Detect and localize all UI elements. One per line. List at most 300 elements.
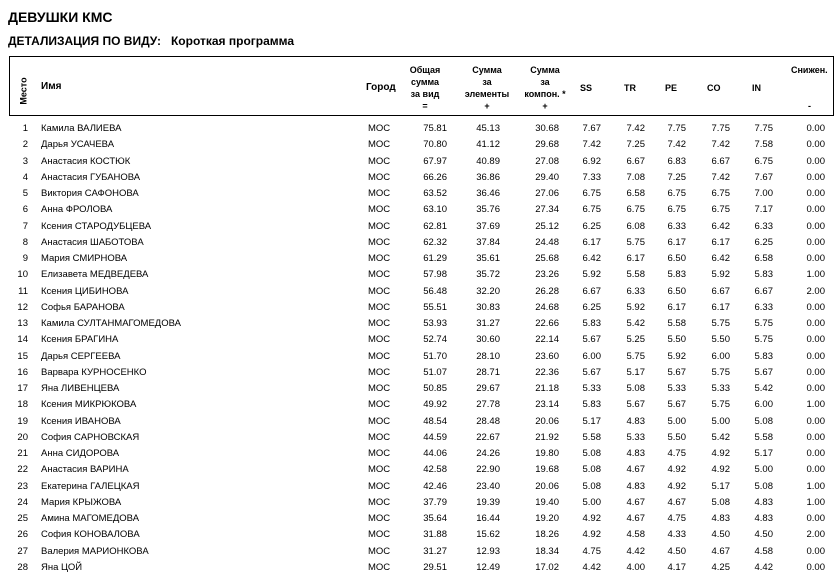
cell-place: 12 xyxy=(17,301,28,313)
cell-components: 26.28 xyxy=(535,285,559,297)
cell-place: 24 xyxy=(17,496,28,508)
cell-city: МОС xyxy=(368,155,391,167)
cell-place: 26 xyxy=(17,529,28,541)
cell-ss: 6.25 xyxy=(582,220,601,232)
cell-tr: 5.75 xyxy=(626,236,645,248)
cell-components: 19.68 xyxy=(535,464,559,476)
cell-place: 15 xyxy=(17,350,28,362)
cell-co: 5.00 xyxy=(711,415,730,427)
column-header-in: IN xyxy=(752,83,761,93)
cell-place: 21 xyxy=(17,448,28,459)
cell-city: МОС xyxy=(368,318,391,329)
cell-deductions: 0.00 xyxy=(806,513,825,524)
cell-in: 5.00 xyxy=(754,464,773,476)
cell-pe: 5.50 xyxy=(667,334,686,346)
cell-co: 5.75 xyxy=(711,399,730,411)
cell-ss: 5.83 xyxy=(582,318,601,329)
table-row xyxy=(0,284,838,300)
cell-ss: 5.92 xyxy=(582,269,601,281)
cell-city: МОС xyxy=(368,123,391,134)
cell-deductions: 0.00 xyxy=(806,236,825,248)
cell-elements: 15.62 xyxy=(476,529,500,541)
cell-city: МОС xyxy=(368,464,391,476)
column-header-ss: SS xyxy=(580,83,593,93)
cell-city: МОС xyxy=(368,334,391,346)
cell-total: 63.10 xyxy=(423,204,447,216)
cell-tr: 4.67 xyxy=(626,513,645,524)
cell-co: 6.67 xyxy=(711,285,730,297)
page-subtitle xyxy=(8,34,294,48)
cell-pe: 4.17 xyxy=(667,561,686,573)
cell-components: 23.26 xyxy=(535,269,559,281)
cell-deductions: 0.00 xyxy=(806,155,825,167)
cell-components: 24.68 xyxy=(535,301,559,313)
table-row xyxy=(0,349,838,365)
cell-ss: 6.25 xyxy=(582,301,601,313)
cell-city: МОС xyxy=(368,204,391,216)
cell-in: 6.25 xyxy=(754,236,773,248)
cell-ss: 4.42 xyxy=(582,561,601,573)
cell-pe: 4.67 xyxy=(667,496,686,508)
cell-components: 22.66 xyxy=(535,318,559,329)
cell-pe: 5.83 xyxy=(667,269,686,281)
cell-tr: 6.67 xyxy=(626,155,645,167)
subtitle-label: ДЕТАЛИЗАЦИЯ ПО ВИДУ: xyxy=(8,34,161,48)
cell-tr: 6.58 xyxy=(626,188,645,199)
column-header-deductions-sign: - xyxy=(808,101,811,111)
cell-ss: 5.67 xyxy=(582,334,601,346)
cell-components: 25.12 xyxy=(535,220,559,232)
cell-pe: 6.17 xyxy=(667,236,686,248)
cell-in: 4.58 xyxy=(754,545,773,557)
table-row xyxy=(0,219,838,235)
cell-components: 18.34 xyxy=(535,545,559,557)
cell-components: 29.40 xyxy=(535,171,559,183)
cell-co: 5.33 xyxy=(711,383,730,394)
cell-in: 5.75 xyxy=(754,318,773,329)
cell-co: 5.42 xyxy=(711,431,730,443)
cell-co: 6.75 xyxy=(711,204,730,216)
cell-elements: 12.49 xyxy=(476,561,500,573)
cell-tr: 5.58 xyxy=(626,269,645,281)
cell-ss: 6.17 xyxy=(582,236,601,248)
cell-deductions: 0.00 xyxy=(806,561,825,573)
cell-deductions: 0.00 xyxy=(806,383,825,394)
cell-name: София САРНОВСКАЯ xyxy=(41,431,140,443)
cell-components: 20.06 xyxy=(535,480,559,492)
cell-total: 44.59 xyxy=(423,431,447,443)
cell-city: МОС xyxy=(368,415,391,427)
cell-pe: 5.67 xyxy=(667,366,686,378)
table-row xyxy=(0,316,838,332)
cell-tr: 7.08 xyxy=(626,171,645,183)
cell-deductions: 0.00 xyxy=(806,139,825,151)
cell-components: 17.02 xyxy=(535,561,559,573)
table-row xyxy=(0,121,838,137)
cell-pe: 5.50 xyxy=(667,431,686,443)
cell-tr: 6.75 xyxy=(626,204,645,216)
cell-ss: 6.75 xyxy=(582,188,601,199)
cell-components: 27.06 xyxy=(535,188,559,199)
cell-name: Анастасия ГУБАНОВА xyxy=(41,171,141,183)
cell-in: 4.50 xyxy=(754,529,773,541)
cell-name: Софья БАРАНОВА xyxy=(41,301,125,313)
table-row xyxy=(0,170,838,186)
cell-place: 7 xyxy=(22,220,28,232)
cell-name: Анна ФРОЛОВА xyxy=(41,204,113,216)
cell-elements: 37.69 xyxy=(476,220,500,232)
cell-co: 5.75 xyxy=(711,366,730,378)
cell-place: 9 xyxy=(22,253,28,264)
cell-total: 62.32 xyxy=(423,236,447,248)
cell-in: 5.67 xyxy=(754,366,773,378)
cell-total: 37.79 xyxy=(423,496,447,508)
cell-city: МОС xyxy=(368,545,391,557)
cell-tr: 6.33 xyxy=(626,285,645,297)
cell-tr: 7.42 xyxy=(626,123,645,134)
cell-ss: 6.42 xyxy=(582,253,601,264)
table-row xyxy=(0,544,838,560)
cell-name: Дарья УСАЧЕВА xyxy=(41,139,115,151)
cell-in: 6.33 xyxy=(754,301,773,313)
cell-pe: 4.92 xyxy=(667,480,686,492)
cell-place: 19 xyxy=(17,415,28,427)
cell-elements: 28.48 xyxy=(476,415,500,427)
column-header-name: Имя xyxy=(41,81,62,92)
cell-city: МОС xyxy=(368,448,391,459)
table-row xyxy=(0,495,838,511)
cell-deductions: 1.00 xyxy=(806,480,825,492)
cell-components: 21.92 xyxy=(535,431,559,443)
cell-ss: 6.00 xyxy=(582,350,601,362)
cell-tr: 4.42 xyxy=(626,545,645,557)
cell-name: Ксения ЦИБИНОВА xyxy=(41,285,129,297)
column-header-place: Место xyxy=(18,77,29,105)
cell-name: Яна ЦОЙ xyxy=(41,561,83,573)
cell-ss: 5.08 xyxy=(582,448,601,459)
cell-city: МОС xyxy=(368,269,391,281)
table-row xyxy=(0,202,838,218)
cell-in: 4.83 xyxy=(754,496,773,508)
page-title: ДЕВУШКИ КМС xyxy=(8,9,113,25)
cell-name: Мария КРЫЖОВА xyxy=(41,496,122,508)
cell-deductions: 0.00 xyxy=(806,431,825,443)
cell-tr: 4.83 xyxy=(626,480,645,492)
cell-ss: 6.92 xyxy=(582,155,601,167)
cell-deductions: 0.00 xyxy=(806,545,825,557)
cell-name: Валерия МАРИОНКОВА xyxy=(41,545,149,557)
cell-co: 5.17 xyxy=(711,480,730,492)
cell-pe: 7.42 xyxy=(667,139,686,151)
cell-pe: 6.17 xyxy=(667,301,686,313)
cell-elements: 29.67 xyxy=(476,383,500,394)
cell-pe: 5.00 xyxy=(667,415,686,427)
cell-name: Елизавета МЕДВЕДЕВА xyxy=(41,269,149,281)
cell-city: МОС xyxy=(368,529,391,541)
cell-tr: 5.25 xyxy=(626,334,645,346)
cell-pe: 4.75 xyxy=(667,448,686,459)
cell-name: София КОНОВАЛОВА xyxy=(41,529,140,541)
cell-total: 67.97 xyxy=(423,155,447,167)
column-header-city: Город xyxy=(366,82,396,93)
cell-co: 6.42 xyxy=(711,253,730,264)
table-row xyxy=(0,235,838,251)
cell-deductions: 0.00 xyxy=(806,366,825,378)
cell-name: Дарья СЕРГЕЕВА xyxy=(41,350,121,362)
cell-elements: 23.40 xyxy=(476,480,500,492)
cell-in: 7.58 xyxy=(754,139,773,151)
cell-place: 25 xyxy=(17,513,28,524)
cell-total: 75.81 xyxy=(423,123,447,134)
cell-in: 6.67 xyxy=(754,285,773,297)
cell-name: Камила СУЛТАНМАГОМЕДОВА xyxy=(41,318,181,329)
cell-co: 6.42 xyxy=(711,220,730,232)
cell-name: Анастасия ВАРИНА xyxy=(41,464,129,476)
cell-deductions: 0.00 xyxy=(806,301,825,313)
cell-elements: 22.67 xyxy=(476,431,500,443)
cell-in: 5.08 xyxy=(754,480,773,492)
cell-pe: 4.92 xyxy=(667,464,686,476)
cell-ss: 6.75 xyxy=(582,204,601,216)
cell-tr: 5.92 xyxy=(626,301,645,313)
cell-in: 5.83 xyxy=(754,350,773,362)
cell-ss: 5.33 xyxy=(582,383,601,394)
cell-elements: 27.78 xyxy=(476,399,500,411)
cell-place: 28 xyxy=(17,561,28,573)
cell-deductions: 0.00 xyxy=(806,318,825,329)
cell-deductions: 0.00 xyxy=(806,415,825,427)
table-row xyxy=(0,446,838,462)
cell-elements: 24.26 xyxy=(476,448,500,459)
cell-pe: 6.50 xyxy=(667,253,686,264)
cell-in: 7.00 xyxy=(754,188,773,199)
cell-in: 7.67 xyxy=(754,171,773,183)
cell-elements: 35.61 xyxy=(476,253,500,264)
cell-elements: 28.10 xyxy=(476,350,500,362)
cell-components: 29.68 xyxy=(535,139,559,151)
cell-ss: 4.75 xyxy=(582,545,601,557)
cell-ss: 5.58 xyxy=(582,431,601,443)
cell-co: 4.92 xyxy=(711,464,730,476)
cell-elements: 19.39 xyxy=(476,496,500,508)
cell-name: Ксения СТАРОДУБЦЕВА xyxy=(41,220,152,232)
subtitle-value: Короткая программа xyxy=(170,34,295,48)
cell-components: 22.14 xyxy=(535,334,559,346)
table-row xyxy=(0,560,838,576)
table-row xyxy=(0,462,838,478)
cell-place: 4 xyxy=(22,171,28,183)
cell-pe: 6.83 xyxy=(667,155,686,167)
cell-pe: 4.75 xyxy=(667,513,686,524)
cell-name: Екатерина ГАЛЕЦКАЯ xyxy=(41,480,140,492)
table-row xyxy=(0,430,838,446)
cell-pe: 5.92 xyxy=(667,350,686,362)
cell-name: Анастасия ШАБОТОВА xyxy=(41,236,144,248)
cell-name: Ксения ИВАНОВА xyxy=(41,415,121,427)
column-header-total: Общая сумма за вид = xyxy=(409,65,441,111)
cell-place: 3 xyxy=(22,155,28,167)
cell-tr: 4.00 xyxy=(626,561,645,573)
cell-pe: 5.58 xyxy=(667,318,686,329)
column-header-tr: TR xyxy=(624,83,636,93)
table-row xyxy=(0,381,838,397)
cell-pe: 5.67 xyxy=(667,399,686,411)
cell-elements: 37.84 xyxy=(476,236,500,248)
cell-total: 70.80 xyxy=(423,139,447,151)
column-header-elements: Сумма за элементы + xyxy=(464,65,510,111)
cell-components: 27.08 xyxy=(535,155,559,167)
cell-tr: 5.17 xyxy=(626,366,645,378)
cell-deductions: 0.00 xyxy=(806,204,825,216)
cell-city: МОС xyxy=(368,399,391,411)
cell-city: МОС xyxy=(368,139,391,151)
cell-total: 44.06 xyxy=(423,448,447,459)
cell-in: 4.83 xyxy=(754,513,773,524)
cell-deductions: 0.00 xyxy=(806,448,825,459)
cell-city: МОС xyxy=(368,383,391,394)
cell-name: Анастасия КОСТЮК xyxy=(41,155,131,167)
cell-components: 19.20 xyxy=(535,513,559,524)
cell-ss: 5.67 xyxy=(582,366,601,378)
table-row xyxy=(0,154,838,170)
cell-deductions: 0.00 xyxy=(806,350,825,362)
cell-pe: 6.50 xyxy=(667,285,686,297)
cell-tr: 5.67 xyxy=(626,399,645,411)
cell-tr: 4.58 xyxy=(626,529,645,541)
cell-deductions: 0.00 xyxy=(806,220,825,232)
cell-elements: 30.83 xyxy=(476,301,500,313)
cell-city: МОС xyxy=(368,171,391,183)
cell-tr: 4.67 xyxy=(626,496,645,508)
cell-elements: 31.27 xyxy=(476,318,500,329)
cell-pe: 6.75 xyxy=(667,188,686,199)
column-header-co: CO xyxy=(707,83,721,93)
cell-place: 8 xyxy=(22,236,28,248)
cell-name: Виктория САФОНОВА xyxy=(41,188,139,199)
cell-tr: 5.33 xyxy=(626,431,645,443)
cell-place: 11 xyxy=(18,285,28,297)
cell-in: 5.08 xyxy=(754,415,773,427)
cell-pe: 6.33 xyxy=(667,220,686,232)
cell-tr: 5.08 xyxy=(626,383,645,394)
cell-pe: 4.50 xyxy=(667,545,686,557)
cell-total: 35.64 xyxy=(423,513,447,524)
cell-co: 7.42 xyxy=(711,171,730,183)
cell-tr: 6.08 xyxy=(626,220,645,232)
cell-place: 23 xyxy=(17,480,28,492)
cell-tr: 5.42 xyxy=(626,318,645,329)
cell-co: 7.75 xyxy=(711,123,730,134)
cell-city: МОС xyxy=(368,220,391,232)
cell-deductions: 0.00 xyxy=(806,188,825,199)
cell-total: 51.07 xyxy=(423,366,447,378)
column-header-pe: PE xyxy=(665,83,678,93)
cell-in: 5.75 xyxy=(754,334,773,346)
cell-place: 16 xyxy=(17,366,28,378)
cell-total: 63.52 xyxy=(423,188,447,199)
cell-co: 5.50 xyxy=(711,334,730,346)
table-row xyxy=(0,137,838,153)
table-row xyxy=(0,251,838,267)
cell-tr: 4.67 xyxy=(626,464,645,476)
cell-name: Варвара КУРНОСЕНКО xyxy=(41,366,147,378)
cell-name: Мария СМИРНОВА xyxy=(41,253,128,264)
cell-ss: 7.33 xyxy=(582,171,601,183)
table-row xyxy=(0,527,838,543)
cell-pe: 4.33 xyxy=(667,529,686,541)
cell-in: 6.00 xyxy=(754,399,773,411)
cell-co: 4.50 xyxy=(711,529,730,541)
cell-in: 4.42 xyxy=(754,561,773,573)
cell-total: 31.27 xyxy=(423,545,447,557)
cell-co: 5.75 xyxy=(711,318,730,329)
cell-components: 18.26 xyxy=(535,529,559,541)
cell-place: 22 xyxy=(17,464,28,476)
cell-tr: 5.75 xyxy=(626,350,645,362)
cell-total: 53.93 xyxy=(423,318,447,329)
cell-pe: 6.75 xyxy=(667,204,686,216)
cell-components: 21.18 xyxy=(535,383,559,394)
cell-city: МОС xyxy=(368,480,391,492)
cell-ss: 5.00 xyxy=(582,496,601,508)
cell-co: 7.42 xyxy=(711,139,730,151)
cell-elements: 22.90 xyxy=(476,464,500,476)
cell-deductions: 0.00 xyxy=(806,171,825,183)
cell-components: 19.80 xyxy=(535,448,559,459)
cell-city: МОС xyxy=(368,431,391,443)
cell-co: 6.17 xyxy=(711,236,730,248)
cell-in: 5.83 xyxy=(754,269,773,281)
cell-in: 7.17 xyxy=(754,204,773,216)
cell-total: 66.26 xyxy=(423,171,447,183)
cell-place: 14 xyxy=(17,334,28,346)
cell-name: Ксения БРАГИНА xyxy=(41,334,119,346)
cell-in: 6.33 xyxy=(754,220,773,232)
cell-components: 30.68 xyxy=(535,123,559,134)
table-row xyxy=(0,511,838,527)
cell-ss: 4.92 xyxy=(582,513,601,524)
cell-place: 5 xyxy=(22,188,28,199)
cell-elements: 35.76 xyxy=(476,204,500,216)
cell-city: МОС xyxy=(368,350,391,362)
cell-elements: 35.72 xyxy=(476,269,500,281)
cell-deductions: 0.00 xyxy=(806,464,825,476)
cell-co: 6.17 xyxy=(711,301,730,313)
cell-in: 5.17 xyxy=(754,448,773,459)
cell-in: 6.58 xyxy=(754,253,773,264)
cell-in: 7.75 xyxy=(754,123,773,134)
cell-total: 48.54 xyxy=(423,415,447,427)
cell-co: 4.92 xyxy=(711,448,730,459)
cell-in: 5.42 xyxy=(754,383,773,394)
cell-elements: 40.89 xyxy=(476,155,500,167)
cell-pe: 5.33 xyxy=(667,383,686,394)
cell-components: 19.40 xyxy=(535,496,559,508)
cell-tr: 4.83 xyxy=(626,415,645,427)
cell-components: 22.36 xyxy=(535,366,559,378)
cell-pe: 7.25 xyxy=(667,171,686,183)
cell-tr: 6.17 xyxy=(626,253,645,264)
table-row xyxy=(0,414,838,430)
cell-total: 55.51 xyxy=(423,301,447,313)
cell-name: Амина МАГОМЕДОВА xyxy=(41,513,140,524)
cell-co: 5.08 xyxy=(711,496,730,508)
cell-deductions: 1.00 xyxy=(806,399,825,411)
cell-city: МОС xyxy=(368,188,391,199)
cell-co: 6.67 xyxy=(711,155,730,167)
cell-city: МОС xyxy=(368,561,391,573)
cell-total: 29.51 xyxy=(423,561,447,573)
